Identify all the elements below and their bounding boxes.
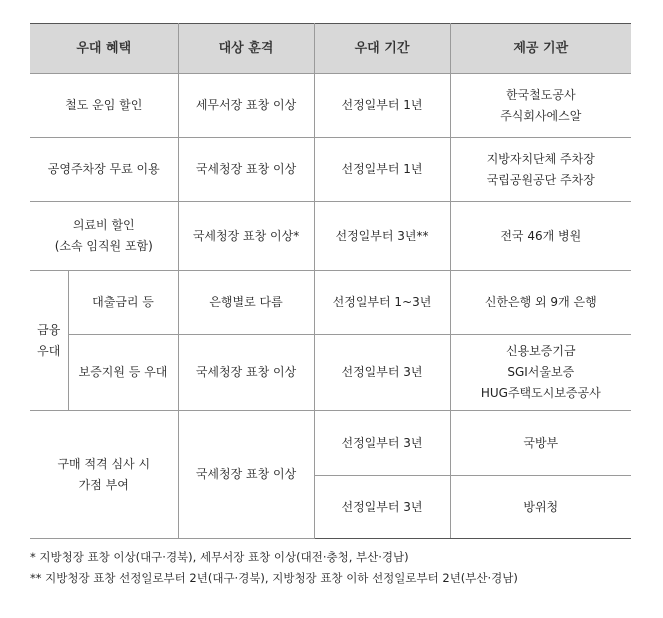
header-target: 대상 훈격 [178, 24, 314, 74]
provider-cell [450, 335, 631, 411]
footnote-double-asterisk: ** 지방청장 표창 선정일로부터 2년(대구·경북), 지방청장 표창 이하 선정일로부터 2년(부산·경남) [30, 571, 518, 585]
benefit-cell: 철도 운임 할인 [30, 74, 178, 138]
benefit-cell: 대출금리 등 [68, 271, 178, 335]
group-line: 우대 [37, 343, 61, 358]
provider-line: 주식회사에스알 [500, 108, 582, 123]
provider-line: 한국철도공사 [505, 87, 576, 102]
provider-cell: 국방부 [450, 411, 631, 476]
table-row [30, 411, 631, 476]
period-cell: 선정일부터 1년 [314, 138, 450, 202]
provider-cell [450, 138, 631, 202]
target-cell: 국세청장 표창 이상 [178, 335, 314, 411]
target-cell: 은행별로 다름 [178, 271, 314, 335]
finance-group-cell [30, 271, 68, 411]
target-cell: 국세청장 표창 이상 [178, 411, 314, 539]
provider-line: HUG주택도시보증공사 [480, 386, 601, 400]
benefit-line: (소속 임직원 포함) [54, 239, 153, 253]
period-cell: 선정일부터 1년 [314, 74, 450, 138]
benefit-cell: 보증지원 등 우대 [68, 335, 178, 411]
benefit-cell [30, 411, 178, 539]
header-provider: 제공 기관 [450, 24, 631, 74]
provider-line: 국립공원공단 주차장 [486, 172, 595, 187]
table-row [30, 335, 631, 411]
table-row [30, 202, 631, 271]
period-cell: 선정일부터 3년** [314, 202, 450, 271]
footnote-asterisk: * 지방청장 표창 이상(대구·경북), 세무서장 표창 이상(대전·충청, 부산·경남) [30, 550, 409, 564]
header-period: 우대 기간 [314, 24, 450, 74]
period-cell: 선정일부터 3년 [314, 476, 450, 539]
table-row [30, 271, 631, 335]
provider-line: SGI서울보증 [507, 365, 575, 379]
provider-cell: 전국 46개 병원 [450, 202, 631, 271]
target-cell: 세무서장 표창 이상 [178, 74, 314, 138]
provider-cell: 신한은행 외 9개 은행 [450, 271, 631, 335]
period-cell: 선정일부터 3년 [314, 411, 450, 476]
provider-cell: 방위청 [450, 476, 631, 539]
benefit-cell [30, 202, 178, 271]
benefit-line: 구매 적격 심사 시 [57, 456, 151, 471]
target-cell: 국세청장 표창 이상* [178, 202, 314, 271]
group-line: 금융 [37, 322, 61, 337]
table-row [30, 138, 631, 202]
provider-cell [450, 74, 631, 138]
benefit-line: 의료비 할인 [72, 218, 135, 232]
footnotes [30, 547, 518, 589]
period-cell: 선정일부터 1~3년 [314, 271, 450, 335]
benefit-cell: 공영주차장 무료 이용 [30, 138, 178, 202]
provider-line: 신용보증기금 [505, 344, 576, 358]
provider-line: 지방자치단체 주차장 [486, 151, 595, 166]
table-header-row [30, 24, 631, 74]
benefit-line: 가점 부여 [78, 477, 129, 492]
header-benefit: 우대 혜택 [30, 24, 178, 74]
target-cell: 국세청장 표창 이상 [178, 138, 314, 202]
period-cell: 선정일부터 3년 [314, 335, 450, 411]
table-row [30, 74, 631, 138]
benefits-table [30, 23, 631, 539]
